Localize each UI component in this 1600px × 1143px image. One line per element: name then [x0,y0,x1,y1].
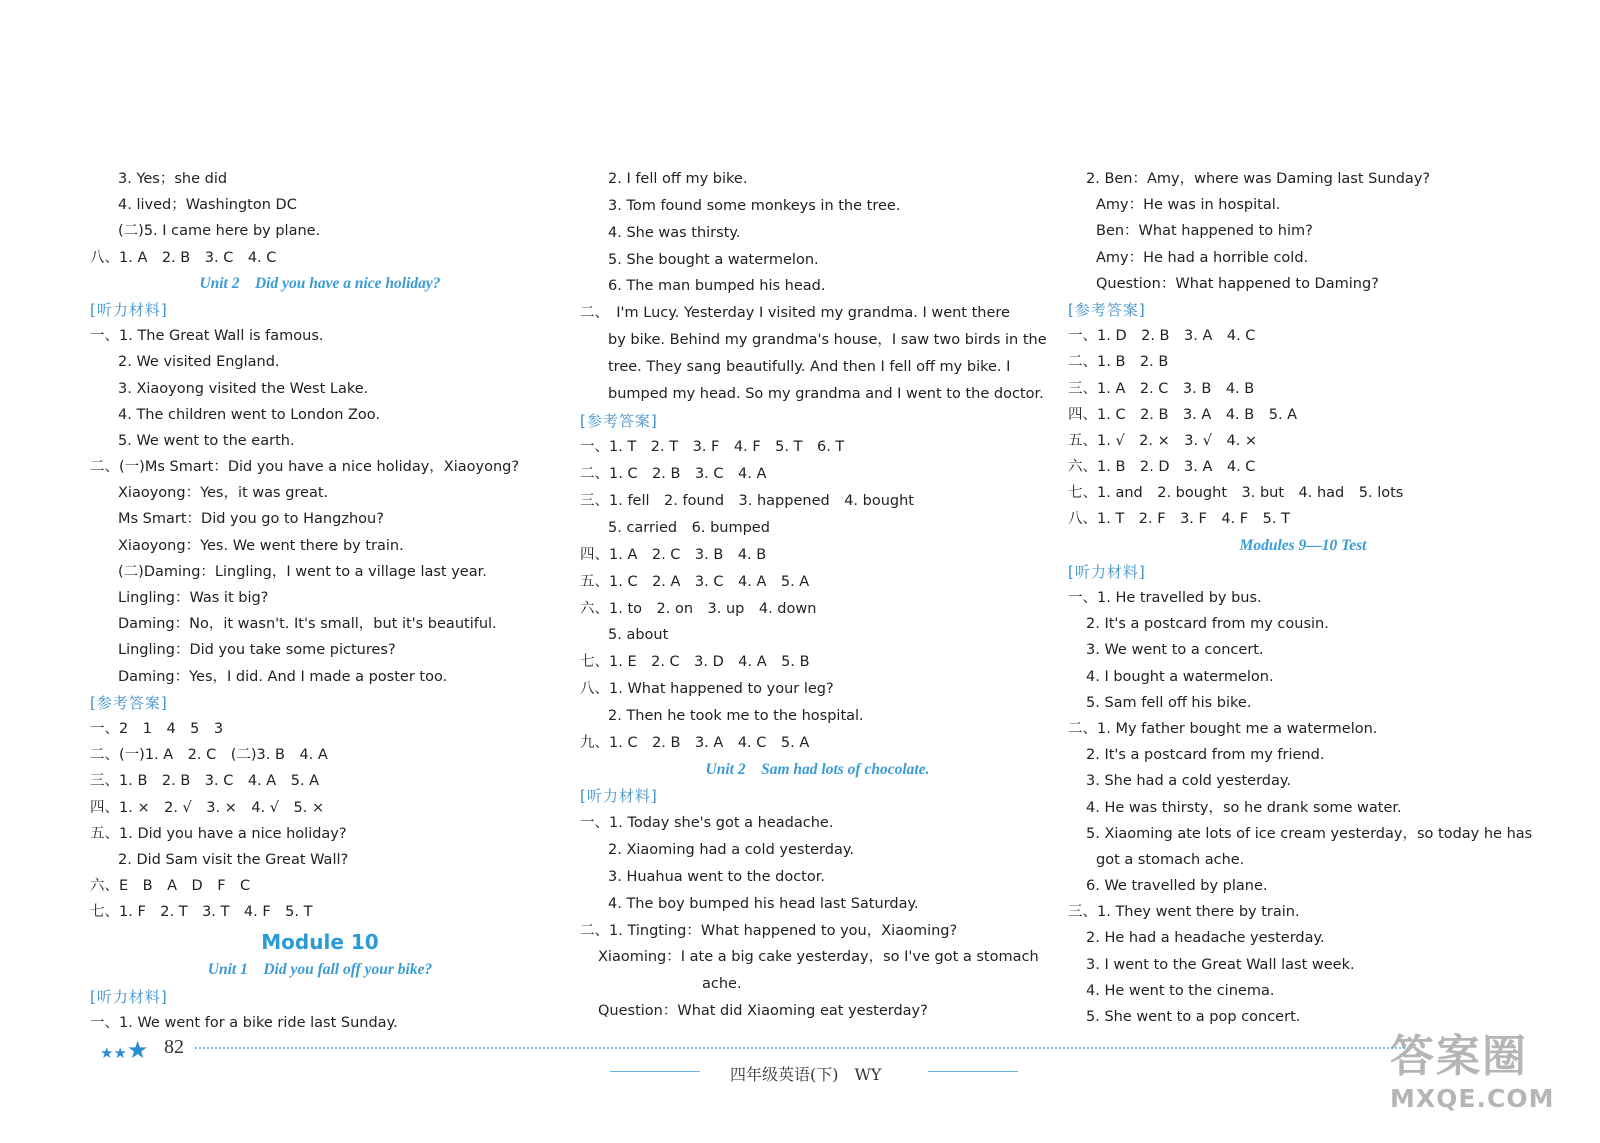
watermark-logo [1390,1030,1570,1130]
text-line: 6. The man bumped his head. [608,278,826,295]
text-line: Amy：He was in hospital. [1096,197,1281,214]
text-line: 二、 I'm Lucy. Yesterday I visited my grandma. I went there [580,305,1010,322]
text-line: bumped my head. So my grandma and I went to the doctor. [608,385,1044,402]
text-line: 3. Tom found some monkeys in the tree. [608,197,901,214]
text-line: 5. Xiaoming ate lots of ice cream yesterday，so today he has [1086,825,1533,842]
text-line: 五、1. Did you have a nice holiday? [90,825,347,842]
text-line: Daming：No，it wasn't. It's small，but it's beautiful. [118,616,497,633]
text-line: 五、1. C 2. A 3. C 4. A 5. A [580,573,810,590]
text-line: (二)5. I came here by plane. [118,223,321,240]
text-line: 六、1. B 2. D 3. A 4. C [1068,459,1256,476]
footer-divider [195,1047,1405,1049]
text-line: 六、E B A D F C [90,878,251,895]
unit-heading: Unit 2 Sam had lots of chocolate. [705,760,930,778]
text-line: Ben：What happened to him? [1096,223,1313,240]
text-line: 七、1. F 2. T 3. T 4. F 5. T [90,904,313,921]
section-label: [参考答案] [580,411,658,430]
text-line: 2. We visited England. [118,354,280,371]
watermark-top: 答案圈 [1390,1031,1528,1082]
text-line: 4. lived；Washington DC [118,197,297,214]
text-line: 三、1. B 2. B 3. C 4. A 5. A [90,773,320,790]
text-line: 3. She had a cold yesterday. [1086,773,1292,790]
text-line: 一、1. The Great Wall is famous. [90,328,324,345]
text-line: 6. We travelled by plane. [1086,878,1268,895]
text-line: 一、1. We went for a bike ride last Sunday. [90,1014,398,1031]
text-line: 七、1. and 2. bought 3. but 4. had 5. lots [1068,485,1404,502]
section-label: [听力材料] [90,987,168,1006]
text-line: 2. He had a headache yesterday. [1086,930,1325,947]
text-line: 四、1. C 2. B 3. A 4. B 5. A [1068,406,1298,423]
text-line: 六、1. to 2. on 3. up 4. down [580,600,817,617]
text-line: 5. carried 6. bumped [608,519,770,536]
text-line: 2. Xiaoming had a cold yesterday. [608,842,854,859]
text-line: 2. I fell off my bike. [608,171,748,187]
text-line: Daming：Yes，I did. And I made a poster too. [118,668,448,685]
column-middle [580,166,1055,1025]
text-line: 5. She bought a watermelon. [608,251,819,268]
unit-heading: Modules 9—10 Test [1239,536,1367,554]
text-line: 4. I bought a watermelon. [1086,668,1274,685]
text-line: 5. She went to a pop concert. [1086,1009,1301,1025]
text-line: 4. He went to the cinema. [1086,982,1275,999]
text-line: 四、1. A 2. C 3. B 4. B [580,546,767,563]
text-line: tree. They sang beautifully. And then I fell off my bike. I [608,358,1011,375]
text-line: 二、1. Tingting：What happened to you，Xiaoming? [580,922,958,939]
star-icon: ★★★ [100,1036,149,1064]
unit-heading: Unit 2 Did you have a nice holiday? [199,274,441,292]
section-label: [参考答案] [90,693,168,712]
text-line: 2. Then he took me to the hospital. [608,707,864,724]
column-left [90,166,550,1036]
section-label: [听力材料] [580,787,658,806]
watermark-bottom: MXQE.COM [1390,1084,1555,1113]
text-line: 5. about [608,627,669,644]
text-line: (二)Daming：Lingling，I went to a village last year. [118,563,487,580]
text-line: 三、1. They went there by train. [1068,904,1300,921]
text-line: ache. [702,976,742,993]
text-line: 2. It's a postcard from my cousin. [1086,616,1329,633]
text-line: Xiaoyong：Yes，it was great. [118,485,329,502]
module-heading: Module 10 [261,930,379,955]
text-line: 四、1. × 2. √ 3. × 4. √ 5. × [90,799,325,816]
text-line: 3. Xiaoyong visited the West Lake. [118,380,369,397]
text-line: 七、1. E 2. C 3. D 4. A 5. B [580,654,810,671]
text-line: 一、1. D 2. B 3. A 4. C [1068,328,1256,345]
book-title: 四年级英语(下) WY [730,1065,882,1084]
text-line: 二、1. B 2. B [1068,354,1169,371]
text-line: Amy：He had a horrible cold. [1096,249,1309,266]
text-line: 3. I went to the Great Wall last week. [1086,956,1355,973]
text-line: Xiaoming：I ate a big cake yesterday，so I've got a stomach [598,949,1039,966]
text-line: 二、1. C 2. B 3. C 4. A [580,466,767,483]
text-line: 5. We went to the earth. [118,432,295,449]
footer-rule-left [610,1071,700,1072]
text-line: 三、1. fell 2. found 3. happened 4. bought [580,493,914,510]
text-line: 2. Ben：Amy，where was Daming last Sunday? [1086,171,1431,187]
text-line: 4. The children went to London Zoo. [118,406,381,423]
text-line: 五、1. √ 2. × 3. √ 4. × [1068,432,1258,449]
page-number: 82 [164,1036,184,1058]
text-line: 一、1. T 2. T 3. F 4. F 5. T 6. T [580,439,845,456]
text-line: by bike. Behind my grandma's house，I saw two birds in the [608,332,1047,349]
section-label: [听力材料] [1068,562,1146,581]
text-line: 三、1. A 2. C 3. B 4. B [1068,380,1255,397]
text-line: 4. The boy bumped his head last Saturday. [608,895,919,912]
text-line: 一、1. Today she's got a headache. [580,815,834,832]
text-line: Lingling：Was it big? [118,590,269,606]
text-line: 二、1. My father bought me a watermelon. [1068,720,1378,737]
text-line: 4. He was thirsty，so he drank some water. [1086,799,1402,816]
section-label: [参考答案] [1068,300,1146,319]
text-line: 二、(一)Ms Smart：Did you have a nice holiday，Xiaoyong? [90,459,520,476]
text-line: Question：What did Xiaoming eat yesterday? [598,1003,928,1020]
text-line: Xiaoyong：Yes. We went there by train. [118,537,404,554]
column-right [1068,166,1538,1030]
text-line: 2. Did Sam visit the Great Wall? [118,851,349,868]
text-line: 5. Sam fell off his bike. [1086,694,1252,711]
text-line: 八、1. A 2. B 3. C 4. C [90,249,277,266]
unit-heading: Unit 1 Did you fall off your bike? [207,961,433,979]
section-label: [听力材料] [90,300,168,319]
text-line: 2. It's a postcard from my friend. [1086,747,1325,764]
text-line: 二、(一)1. A 2. C (二)3. B 4. A [90,747,328,764]
text-line: 3. Huahua went to the doctor. [608,868,825,885]
text-line: Ms Smart：Did you go to Hangzhou? [118,511,384,528]
text-line: 九、1. C 2. B 3. A 4. C 5. A [580,734,810,751]
footer-rule-right [928,1071,1018,1072]
text-line: 八、1. T 2. F 3. F 4. F 5. T [1068,511,1290,528]
text-line: 一、2 1 4 5 3 [90,720,224,737]
text-line: 3. We went to a concert. [1086,642,1264,659]
text-line: 一、1. He travelled by bus. [1068,590,1262,606]
text-line: Lingling：Did you take some pictures? [118,642,396,659]
text-line: got a stomach ache. [1096,851,1245,868]
text-line: 4. She was thirsty. [608,224,741,241]
text-line: 八、1. What happened to your leg? [580,681,834,698]
text-line: 3. Yes；she did [118,171,228,187]
text-line: Question：What happened to Daming? [1096,275,1379,292]
